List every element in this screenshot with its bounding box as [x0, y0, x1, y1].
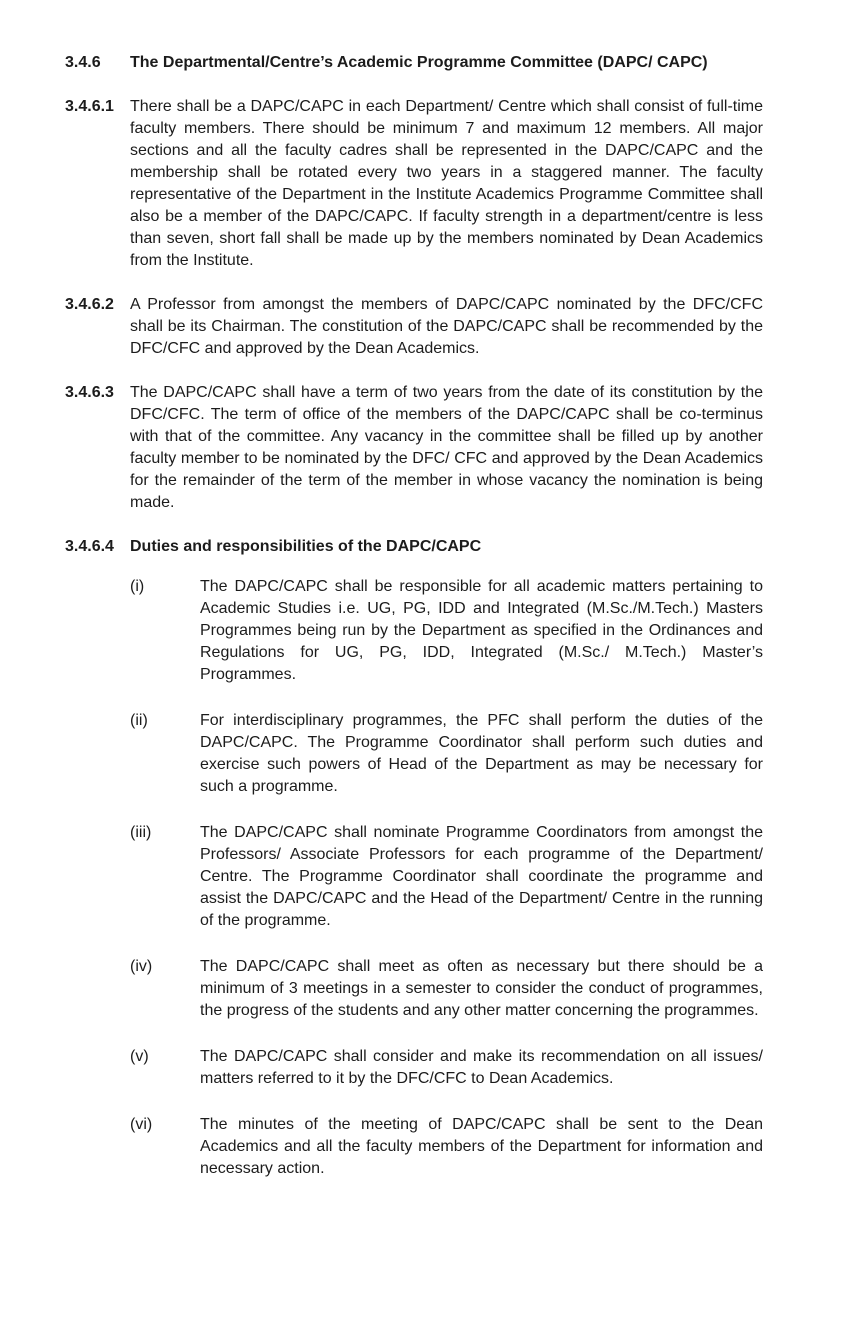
list-item-text: The minutes of the meeting of DAPC/CAPC shall be sent to the Dean Academics and all the faculty members of the Department for information and necessary action.: [200, 1116, 763, 1177]
paragraph-number: 3.4.6.3: [65, 384, 114, 401]
paragraph-text: There shall be a DAPC/CAPC in each Department/ Centre which shall consist of full-time faculty members. There should be minimum 7 and maximum 12 members. All major sections and all the faculty cadres shall be represented in the DAPC/CAPC and the membership shall be rotated every two years in a staggered manner. The faculty representative of the Department in the Institute Academics Programme Committee shall also be a member of the DAPC/CAPC. If faculty strength in a department/centre is less than seven, short fall shall be made up by the members nominated by Dean Academics from the Institute.: [130, 98, 763, 269]
duty-item-i: [130, 576, 763, 686]
paragraph-number: 3.4.6.1: [65, 98, 114, 115]
list-marker: (i): [130, 578, 145, 595]
list-item-text: The DAPC/CAPC shall be responsible for all academic matters pertaining to Academic Studies i.e. UG, PG, IDD and Integrated (M.Sc./M.Tech.) Masters Programmes being run by the Department as specified in the Ordinances and Regulations for UG, PG, IDD, Integrated (M.Sc./ M.Tech.) Master’s Programmes.: [200, 578, 763, 683]
list-marker: (ii): [130, 712, 148, 729]
duty-item-v: [130, 1046, 763, 1090]
list-marker: (vi): [130, 1116, 153, 1133]
paragraph-text: A Professor from amongst the members of DAPC/CAPC nominated by the DFC/CFC shall be its Chairman. The constitution of the DAPC/CAPC shall be recommended by the DFC/CFC and approved by the Dean Academics.: [130, 296, 763, 357]
duties-number: 3.4.6.4: [65, 538, 114, 555]
paragraph-text: The DAPC/CAPC shall have a term of two years from the date of its constitution by the DFC/CFC. The term of office of the members of the DAPC/CAPC shall be co-terminus with that of the committee. Any vacancy in the committee shall be filled up by another faculty member to be nominated by the DFC/ CFC and approved by the Dean Academics for the remainder of the term of the member in whose vacancy the nomination is being made.: [130, 384, 763, 511]
duties-title: Duties and responsibilities of the DAPC/CAPC: [130, 538, 482, 555]
list-item-text: For interdisciplinary programmes, the PFC shall perform the duties of the DAPC/CAPC. The Programme Coordinator shall perform such duties and exercise such powers of Head of the Department as may be necessary for such a programme.: [200, 712, 763, 795]
section-number: 3.4.6: [65, 54, 101, 71]
paragraph-3-4-6-1: [65, 96, 763, 272]
list-item-text: The DAPC/CAPC shall meet as often as necessary but there should be a minimum of 3 meetings in a semester to consider the conduct of programmes, the progress of the students and any other matter concerning the programmes.: [200, 958, 763, 1019]
list-marker: (iii): [130, 824, 152, 841]
duty-item-iv: [130, 956, 763, 1022]
section-heading: [65, 52, 763, 74]
list-marker: (iv): [130, 958, 153, 975]
paragraph-number: 3.4.6.2: [65, 296, 114, 313]
duties-heading: [65, 536, 763, 558]
duty-item-iii: [130, 822, 763, 932]
duty-item-ii: [130, 710, 763, 798]
duty-item-vi: [130, 1114, 763, 1180]
list-item-text: The DAPC/CAPC shall consider and make its recommendation on all issues/ matters referred to it by the DFC/CFC to Dean Academics.: [200, 1048, 763, 1087]
paragraph-3-4-6-3: [65, 382, 763, 514]
section-title: The Departmental/Centre’s Academic Programme Committee (DAPC/ CAPC): [130, 54, 708, 71]
list-marker: (v): [130, 1048, 149, 1065]
paragraph-3-4-6-2: [65, 294, 763, 360]
list-item-text: The DAPC/CAPC shall nominate Programme Coordinators from amongst the Professors/ Associate Professors for each programme of the Department/ Centre. The Programme Coordinator shall coordinate the programme and assist the DAPC/CAPC and the Head of the Department/ Centre in the running of the programme.: [200, 824, 763, 929]
